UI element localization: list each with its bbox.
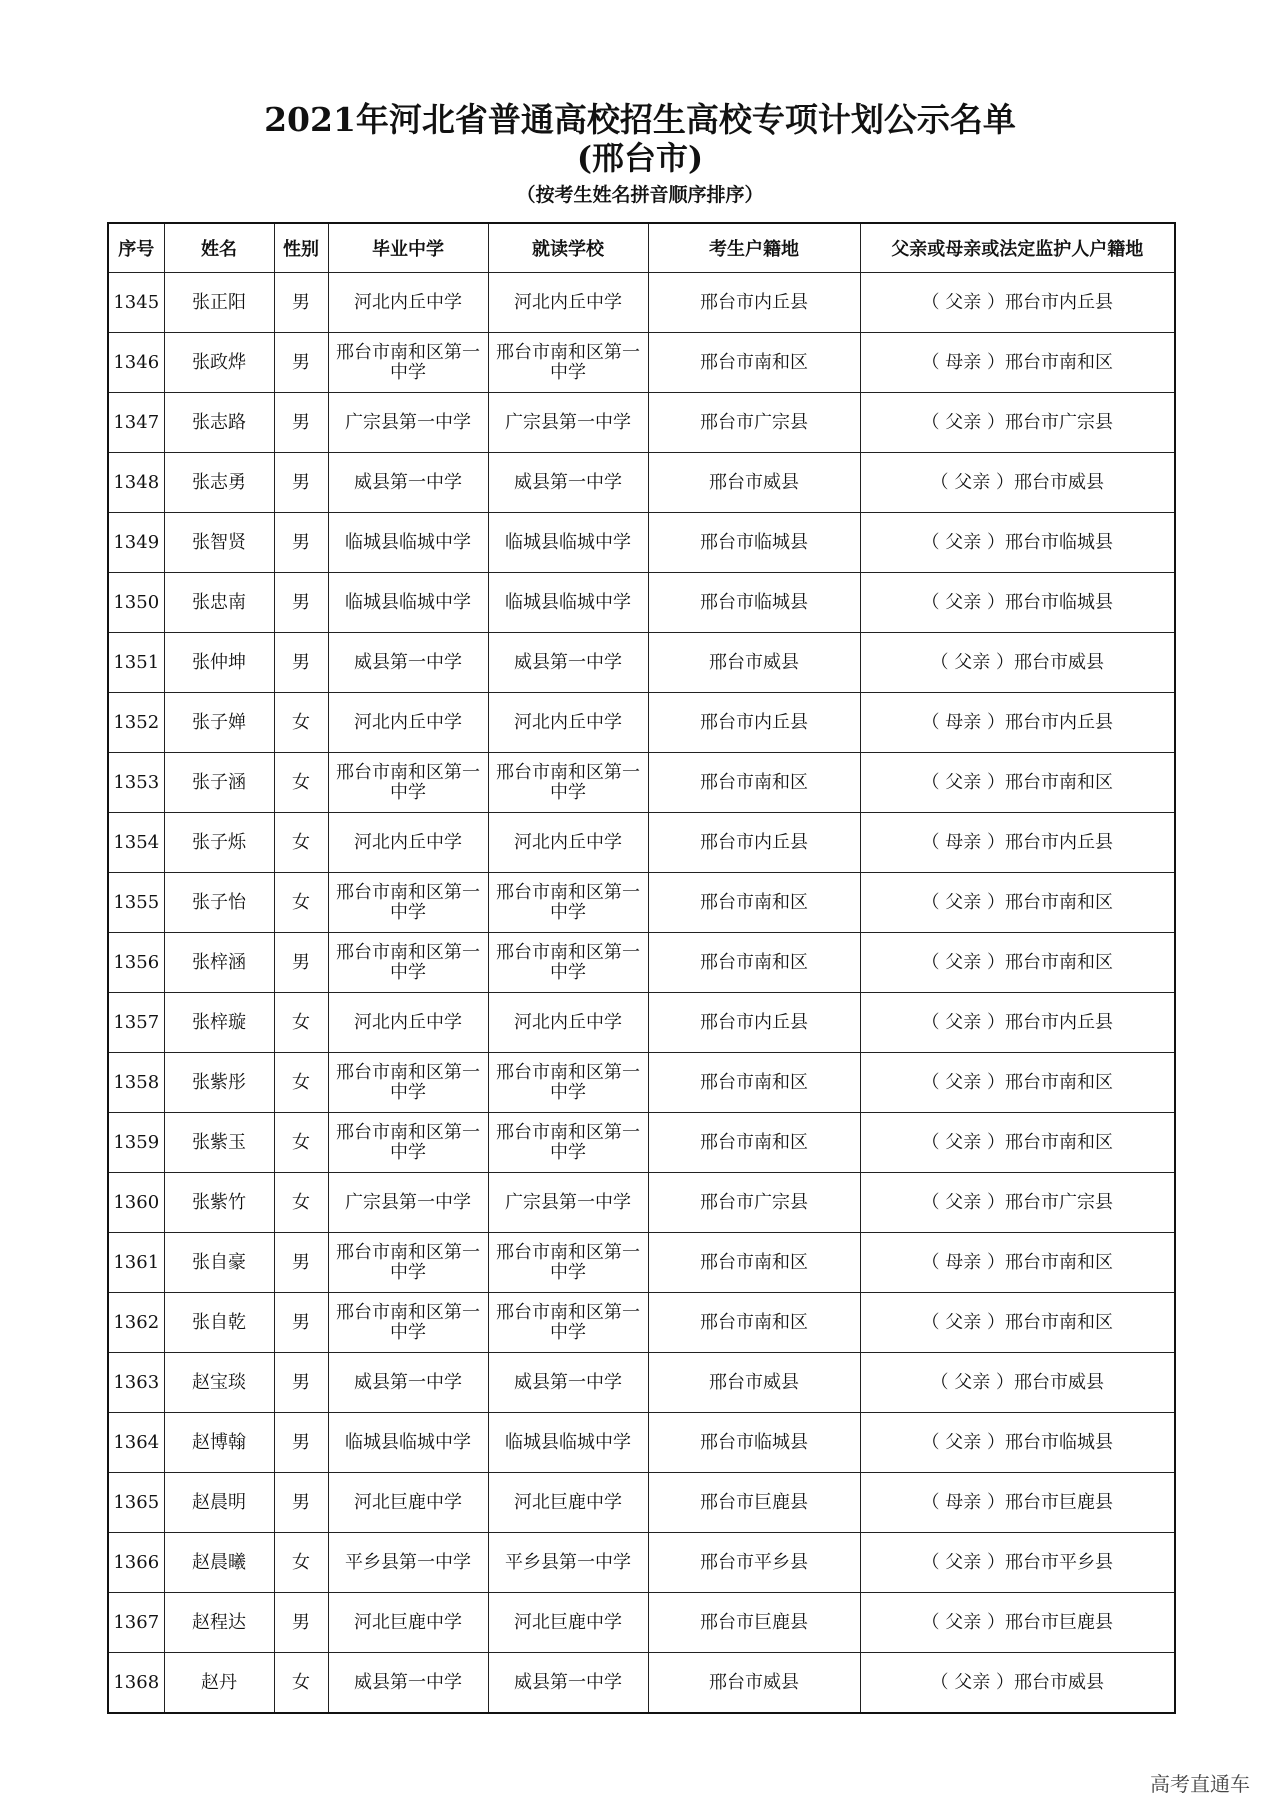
cell-gender: 男 [274, 333, 328, 393]
table-row [108, 693, 1175, 753]
cell-residence: 邢台市威县 [648, 633, 860, 693]
cell-guardian-residence: （ 父亲 ）邢台市临城县 [860, 1413, 1175, 1473]
cell-current-school: 河北巨鹿中学 [488, 1473, 648, 1533]
cell-guardian-residence: （ 父亲 ）邢台市南和区 [860, 1053, 1175, 1113]
cell-seq: 1351 [108, 633, 164, 693]
cell-name: 张子涵 [164, 753, 274, 813]
cell-name: 张智贤 [164, 513, 274, 573]
cell-guardian-residence: （ 父亲 ）邢台市威县 [860, 1353, 1175, 1413]
cell-gender: 女 [274, 753, 328, 813]
cell-gender: 女 [274, 873, 328, 933]
cell-current-school: 邢台市南和区第一中学 [488, 333, 648, 393]
cell-guardian-residence: （ 母亲 ）邢台市内丘县 [860, 693, 1175, 753]
cell-grad-school: 河北内丘中学 [328, 993, 488, 1053]
cell-grad-school: 威县第一中学 [328, 453, 488, 513]
cell-residence: 邢台市内丘县 [648, 813, 860, 873]
cell-name: 赵晨明 [164, 1473, 274, 1533]
cell-grad-school: 广宗县第一中学 [328, 393, 488, 453]
cell-gender: 女 [274, 1653, 328, 1714]
cell-seq: 1360 [108, 1173, 164, 1233]
cell-residence: 邢台市威县 [648, 1653, 860, 1714]
cell-current-school: 河北内丘中学 [488, 993, 648, 1053]
cell-current-school: 威县第一中学 [488, 633, 648, 693]
watermark: 高考直通车 [1150, 1772, 1250, 1796]
header-row [108, 223, 1175, 273]
cell-residence: 邢台市南和区 [648, 1053, 860, 1113]
cell-grad-school: 邢台市南和区第一中学 [328, 1053, 488, 1113]
col-header-current-school: 就读学校 [488, 223, 648, 273]
cell-name: 张紫彤 [164, 1053, 274, 1113]
cell-grad-school: 邢台市南和区第一中学 [328, 933, 488, 993]
cell-seq: 1354 [108, 813, 164, 873]
col-header-grad-school: 毕业中学 [328, 223, 488, 273]
cell-guardian-residence: （ 父亲 ）邢台市南和区 [860, 933, 1175, 993]
cell-seq: 1358 [108, 1053, 164, 1113]
cell-guardian-residence: （ 父亲 ）邢台市临城县 [860, 573, 1175, 633]
cell-name: 张紫玉 [164, 1113, 274, 1173]
cell-current-school: 邢台市南和区第一中学 [488, 933, 648, 993]
cell-residence: 邢台市南和区 [648, 753, 860, 813]
table-row [108, 1053, 1175, 1113]
table-row [108, 1113, 1175, 1173]
cell-gender: 男 [274, 1353, 328, 1413]
cell-seq: 1359 [108, 1113, 164, 1173]
cell-grad-school: 邢台市南和区第一中学 [328, 333, 488, 393]
cell-name: 赵程达 [164, 1593, 274, 1653]
table-row [108, 1233, 1175, 1293]
cell-seq: 1353 [108, 753, 164, 813]
cell-seq: 1357 [108, 993, 164, 1053]
cell-current-school: 广宗县第一中学 [488, 393, 648, 453]
cell-name: 张梓涵 [164, 933, 274, 993]
cell-current-school: 广宗县第一中学 [488, 1173, 648, 1233]
cell-seq: 1365 [108, 1473, 164, 1533]
cell-guardian-residence: （ 父亲 ）邢台市南和区 [860, 873, 1175, 933]
col-header-name: 姓名 [164, 223, 274, 273]
cell-seq: 1368 [108, 1653, 164, 1714]
cell-guardian-residence: （ 父亲 ）邢台市南和区 [860, 1293, 1175, 1353]
cell-guardian-residence: （ 父亲 ）邢台市威县 [860, 1653, 1175, 1714]
cell-gender: 女 [274, 1113, 328, 1173]
cell-grad-school: 临城县临城中学 [328, 1413, 488, 1473]
cell-name: 张自乾 [164, 1293, 274, 1353]
cell-gender: 男 [274, 933, 328, 993]
col-header-seq: 序号 [108, 223, 164, 273]
cell-grad-school: 广宗县第一中学 [328, 1173, 488, 1233]
cell-current-school: 邢台市南和区第一中学 [488, 753, 648, 813]
cell-grad-school: 河北巨鹿中学 [328, 1593, 488, 1653]
table-row [108, 1593, 1175, 1653]
cell-guardian-residence: （ 父亲 ）邢台市南和区 [860, 1113, 1175, 1173]
col-header-guardian-residence: 父亲或母亲或法定监护人户籍地 [860, 223, 1175, 273]
cell-name: 赵博翰 [164, 1413, 274, 1473]
cell-name: 张子怡 [164, 873, 274, 933]
cell-residence: 邢台市临城县 [648, 573, 860, 633]
table-row [108, 873, 1175, 933]
cell-grad-school: 威县第一中学 [328, 633, 488, 693]
cell-residence: 邢台市南和区 [648, 933, 860, 993]
table-row [108, 1533, 1175, 1593]
cell-current-school: 临城县临城中学 [488, 1413, 648, 1473]
cell-grad-school: 邢台市南和区第一中学 [328, 1113, 488, 1173]
cell-gender: 男 [274, 573, 328, 633]
cell-current-school: 邢台市南和区第一中学 [488, 873, 648, 933]
cell-guardian-residence: （ 父亲 ）邢台市内丘县 [860, 993, 1175, 1053]
cell-grad-school: 河北巨鹿中学 [328, 1473, 488, 1533]
cell-gender: 男 [274, 1473, 328, 1533]
cell-guardian-residence: （ 母亲 ）邢台市巨鹿县 [860, 1473, 1175, 1533]
cell-seq: 1363 [108, 1353, 164, 1413]
cell-residence: 邢台市南和区 [648, 1113, 860, 1173]
cell-name: 张正阳 [164, 273, 274, 333]
cell-current-school: 河北巨鹿中学 [488, 1593, 648, 1653]
col-header-residence: 考生户籍地 [648, 223, 860, 273]
cell-seq: 1348 [108, 453, 164, 513]
table-row [108, 1473, 1175, 1533]
cell-guardian-residence: （ 父亲 ）邢台市南和区 [860, 753, 1175, 813]
cell-residence: 邢台市临城县 [648, 513, 860, 573]
cell-grad-school: 邢台市南和区第一中学 [328, 753, 488, 813]
cell-grad-school: 河北内丘中学 [328, 813, 488, 873]
cell-name: 张梓璇 [164, 993, 274, 1053]
cell-grad-school: 河北内丘中学 [328, 693, 488, 753]
cell-current-school: 河北内丘中学 [488, 813, 648, 873]
cell-residence: 邢台市威县 [648, 1353, 860, 1413]
cell-current-school: 临城县临城中学 [488, 513, 648, 573]
cell-name: 张紫竹 [164, 1173, 274, 1233]
cell-seq: 1347 [108, 393, 164, 453]
cell-current-school: 邢台市南和区第一中学 [488, 1113, 648, 1173]
cell-name: 赵晨曦 [164, 1533, 274, 1593]
table-row [108, 933, 1175, 993]
cell-gender: 男 [274, 393, 328, 453]
cell-current-school: 河北内丘中学 [488, 693, 648, 753]
cell-name: 张仲坤 [164, 633, 274, 693]
cell-grad-school: 邢台市南和区第一中学 [328, 1293, 488, 1353]
cell-guardian-residence: （ 父亲 ）邢台市广宗县 [860, 1173, 1175, 1233]
cell-gender: 女 [274, 693, 328, 753]
cell-current-school: 邢台市南和区第一中学 [488, 1293, 648, 1353]
cell-current-school: 威县第一中学 [488, 453, 648, 513]
cell-residence: 邢台市南和区 [648, 873, 860, 933]
cell-residence: 邢台市威县 [648, 453, 860, 513]
sort-note: （按考生姓名拼音顺序排序） [516, 184, 764, 206]
table-row [108, 513, 1175, 573]
cell-current-school: 威县第一中学 [488, 1353, 648, 1413]
cell-grad-school: 河北内丘中学 [328, 273, 488, 333]
cell-guardian-residence: （ 父亲 ）邢台市平乡县 [860, 1533, 1175, 1593]
cell-grad-school: 威县第一中学 [328, 1353, 488, 1413]
cell-residence: 邢台市内丘县 [648, 993, 860, 1053]
cell-name: 张自豪 [164, 1233, 274, 1293]
table-row [108, 1173, 1175, 1233]
cell-guardian-residence: （ 父亲 ）邢台市威县 [860, 453, 1175, 513]
cell-grad-school: 邢台市南和区第一中学 [328, 873, 488, 933]
table-row [108, 333, 1175, 393]
table-row [108, 993, 1175, 1053]
cell-guardian-residence: （ 父亲 ）邢台市广宗县 [860, 393, 1175, 453]
cell-gender: 男 [274, 633, 328, 693]
cell-current-school: 平乡县第一中学 [488, 1533, 648, 1593]
cell-current-school: 河北内丘中学 [488, 273, 648, 333]
cell-grad-school: 威县第一中学 [328, 1653, 488, 1714]
cell-grad-school: 平乡县第一中学 [328, 1533, 488, 1593]
cell-guardian-residence: （ 父亲 ）邢台市威县 [860, 633, 1175, 693]
cell-residence: 邢台市南和区 [648, 1293, 860, 1353]
table-row [108, 753, 1175, 813]
cell-name: 赵丹 [164, 1653, 274, 1714]
cell-gender: 男 [274, 273, 328, 333]
cell-residence: 邢台市临城县 [648, 1413, 860, 1473]
cell-grad-school: 临城县临城中学 [328, 513, 488, 573]
table-row [108, 273, 1175, 333]
cell-seq: 1349 [108, 513, 164, 573]
cell-grad-school: 邢台市南和区第一中学 [328, 1233, 488, 1293]
cell-grad-school: 临城县临城中学 [328, 573, 488, 633]
cell-gender: 女 [274, 993, 328, 1053]
table-row [108, 1413, 1175, 1473]
table-row [108, 813, 1175, 873]
cell-current-school: 邢台市南和区第一中学 [488, 1053, 648, 1113]
cell-name: 张子烁 [164, 813, 274, 873]
cell-residence: 邢台市南和区 [648, 1233, 860, 1293]
table-row [108, 1293, 1175, 1353]
cell-current-school: 临城县临城中学 [488, 573, 648, 633]
cell-residence: 邢台市广宗县 [648, 393, 860, 453]
cell-residence: 邢台市巨鹿县 [648, 1593, 860, 1653]
cell-name: 张政烨 [164, 333, 274, 393]
cell-residence: 邢台市平乡县 [648, 1533, 860, 1593]
cell-seq: 1364 [108, 1413, 164, 1473]
cell-name: 张志勇 [164, 453, 274, 513]
cell-gender: 女 [274, 813, 328, 873]
document-subtitle: (邢台市) [576, 139, 704, 177]
cell-gender: 男 [274, 1233, 328, 1293]
cell-residence: 邢台市内丘县 [648, 273, 860, 333]
cell-current-school: 邢台市南和区第一中学 [488, 1233, 648, 1293]
cell-residence: 邢台市广宗县 [648, 1173, 860, 1233]
cell-gender: 女 [274, 1053, 328, 1113]
cell-name: 赵宝琰 [164, 1353, 274, 1413]
cell-guardian-residence: （ 母亲 ）邢台市南和区 [860, 333, 1175, 393]
table-row [108, 453, 1175, 513]
cell-guardian-residence: （ 母亲 ）邢台市内丘县 [860, 813, 1175, 873]
cell-gender: 女 [274, 1173, 328, 1233]
cell-guardian-residence: （ 父亲 ）邢台市巨鹿县 [860, 1593, 1175, 1653]
table-row [108, 633, 1175, 693]
cell-gender: 男 [274, 1293, 328, 1353]
table-row [108, 1353, 1175, 1413]
cell-gender: 女 [274, 1533, 328, 1593]
col-header-gender: 性别 [274, 223, 328, 273]
cell-seq: 1367 [108, 1593, 164, 1653]
document-title: 2021年河北省普通高校招生高校专项计划公示名单 [264, 100, 1016, 139]
cell-seq: 1362 [108, 1293, 164, 1353]
cell-name: 张忠南 [164, 573, 274, 633]
cell-current-school: 威县第一中学 [488, 1653, 648, 1714]
cell-seq: 1352 [108, 693, 164, 753]
roster-body [108, 273, 1175, 1714]
cell-guardian-residence: （ 父亲 ）邢台市临城县 [860, 513, 1175, 573]
table-row [108, 1653, 1175, 1714]
cell-seq: 1350 [108, 573, 164, 633]
cell-residence: 邢台市巨鹿县 [648, 1473, 860, 1533]
cell-residence: 邢台市内丘县 [648, 693, 860, 753]
cell-seq: 1356 [108, 933, 164, 993]
cell-name: 张子婵 [164, 693, 274, 753]
cell-gender: 男 [274, 1413, 328, 1473]
cell-seq: 1345 [108, 273, 164, 333]
table-row [108, 393, 1175, 453]
table-row [108, 573, 1175, 633]
cell-seq: 1361 [108, 1233, 164, 1293]
cell-seq: 1366 [108, 1533, 164, 1593]
cell-gender: 男 [274, 453, 328, 513]
cell-gender: 男 [274, 513, 328, 573]
cell-gender: 男 [274, 1593, 328, 1653]
cell-name: 张志路 [164, 393, 274, 453]
cell-guardian-residence: （ 母亲 ）邢台市南和区 [860, 1233, 1175, 1293]
cell-seq: 1346 [108, 333, 164, 393]
roster-table [107, 222, 1176, 1714]
cell-seq: 1355 [108, 873, 164, 933]
cell-residence: 邢台市南和区 [648, 333, 860, 393]
cell-guardian-residence: （ 父亲 ）邢台市内丘县 [860, 273, 1175, 333]
